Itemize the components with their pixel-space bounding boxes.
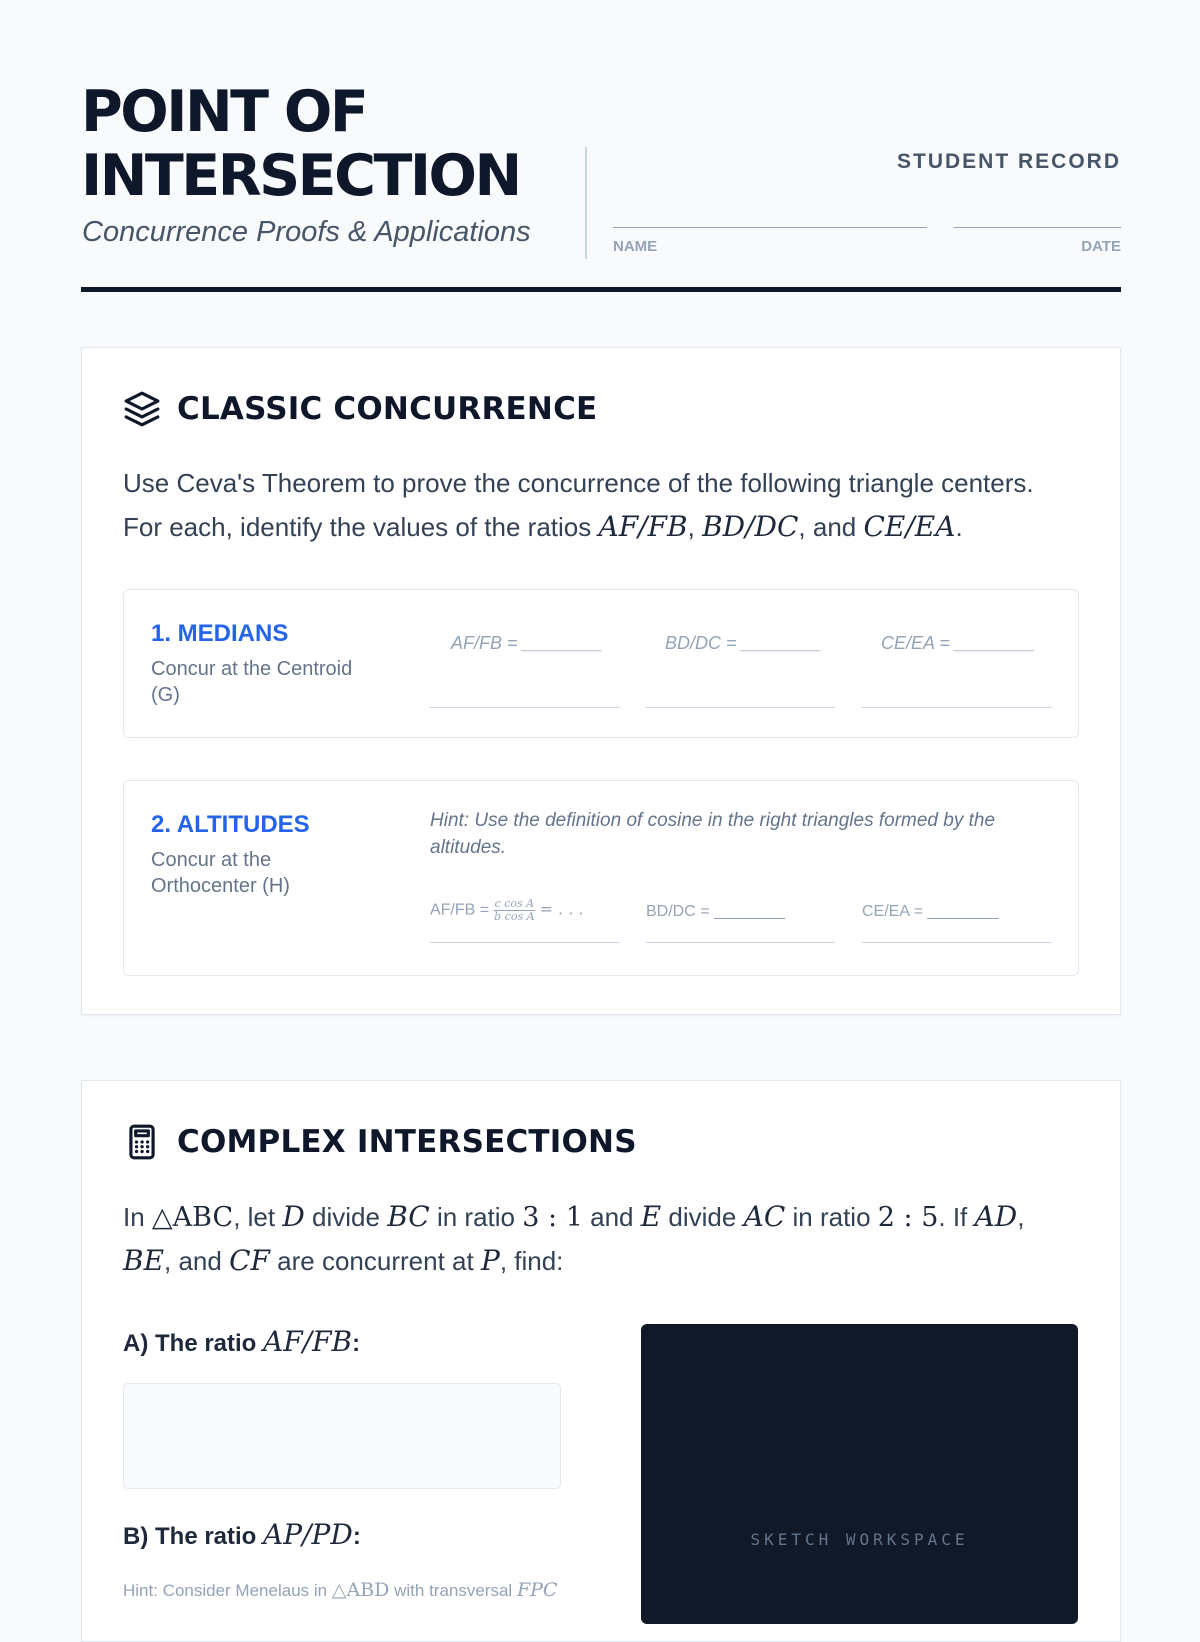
cosine-fraction: $\frac{\text{c cos A}}{\text{b cos A}}$ bbox=[494, 897, 535, 923]
problem-statement: In △ABC, let D divide BC in ratio 3 : 1 and E divide AC in ratio 2 : 5. If AD, BE, and CF are concurrent at P, find: bbox=[123, 1200, 1025, 1277]
section-instructions: Use Ceva's Theorem to prove the concurrence of the following triangle centers. For each, identify the values of the ratios AF/FB, BD/DC, and CE/EA. bbox=[123, 468, 1034, 543]
section-header bbox=[123, 390, 597, 428]
question-b-label: B) The ratio AP/PD: bbox=[123, 1518, 361, 1551]
ratio-af-fb-label: AF/FB = $\frac{\text{c cos A}}{\text{b cos A}}$ = . . . bbox=[430, 897, 584, 923]
layers-icon bbox=[123, 390, 161, 428]
ratio-ce-ea-label: CE/EA = ________ bbox=[862, 903, 999, 920]
problem-altitudes bbox=[123, 780, 1079, 976]
problem-subtitle: Concur at the Orthocenter (H) bbox=[151, 849, 290, 897]
answer-a-input[interactable] bbox=[123, 1383, 561, 1489]
ratio-af-fb-label: AF/FB = ________ bbox=[451, 633, 603, 653]
section-header bbox=[123, 1123, 637, 1161]
section-complex-intersections bbox=[81, 1080, 1121, 1642]
problem-title: 2. ALTITUDES bbox=[151, 811, 310, 838]
header-divider bbox=[585, 147, 587, 259]
problem-medians bbox=[123, 589, 1079, 738]
section-title: CLASSIC CONCURRENCE bbox=[177, 391, 598, 427]
question-a-label: A) The ratio AF/FB: bbox=[123, 1325, 361, 1358]
calculator-icon bbox=[123, 1123, 161, 1161]
page-title: POINT OF INTERSECTION bbox=[81, 79, 520, 209]
date-label: DATE bbox=[1081, 238, 1121, 255]
sketch-workspace[interactable] bbox=[641, 1324, 1078, 1624]
ratio-ce-ea-label: CE/EA = ________ bbox=[881, 633, 1035, 653]
name-field[interactable] bbox=[613, 227, 927, 228]
section-title: COMPLEX INTERSECTIONS bbox=[177, 1124, 637, 1160]
problem-subtitle: Concur at the Centroid (G) bbox=[151, 658, 353, 706]
ratio-af-fb-field[interactable] bbox=[430, 707, 620, 708]
ratio-af-fb-field[interactable] bbox=[430, 942, 620, 943]
header-rule bbox=[81, 287, 1121, 292]
altitudes-hint: Hint: Use the definition of cosine in the right triangles formed by the altitudes. bbox=[430, 810, 996, 858]
page-subtitle: Concurrence Proofs & Applications bbox=[82, 216, 531, 248]
problem-title: 1. MEDIANS bbox=[151, 620, 289, 647]
date-field[interactable] bbox=[954, 227, 1121, 228]
student-record-label: STUDENT RECORD bbox=[896, 150, 1121, 173]
ratio-ce-ea-field[interactable] bbox=[862, 942, 1052, 943]
sketch-workspace-label: SKETCH WORKSPACE bbox=[750, 1530, 969, 1549]
ratio-bd-dc-label: BD/DC = ________ bbox=[646, 903, 786, 920]
section-classic-concurrence bbox=[81, 347, 1121, 1015]
ratio-ce-ea-field[interactable] bbox=[862, 707, 1052, 708]
ratio-bd-dc-label: BD/DC = ________ bbox=[665, 633, 822, 653]
ratio-bd-dc-field[interactable] bbox=[646, 707, 835, 708]
menelaus-hint: Hint: Consider Menelaus in △ABD with transversal FPC bbox=[123, 1579, 558, 1601]
worksheet-header bbox=[81, 80, 1121, 292]
name-label: NAME bbox=[613, 238, 658, 255]
ratio-bd-dc-field[interactable] bbox=[646, 942, 835, 943]
